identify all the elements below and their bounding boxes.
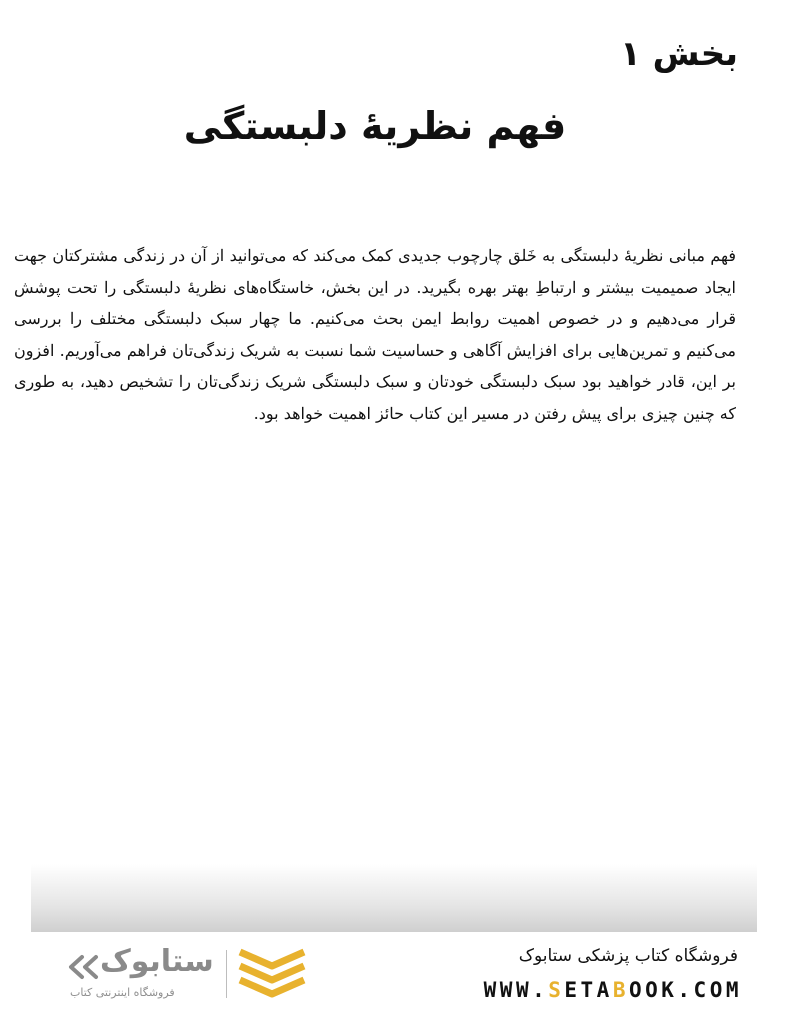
url-part-2: ETA [564,978,613,1002]
double-arrow-icon [66,954,102,980]
chapter-title: فهم نظریهٔ دلبستگی [183,104,567,148]
footer-shadow [31,864,757,932]
url-part-3: OOK.COM [628,978,742,1002]
book-stack-chevron-icon [236,946,308,1004]
url-part-1: WWW. [483,978,549,1002]
setabook-logo [64,942,310,1008]
body-paragraph: فهم مبانی نظریهٔ دلبستگی به خَلق چارچوب جدیدی کمک می‌کند که می‌توانید از آن در زندگی مشترکتان جهت ایجاد صمیمیت بیشتر و ارتباطِ بهتر بهره بگیرید. در این بخش، خاستگاه‌های نظریهٔ دلبستگی را تحت پوشش قرار می‌دهیم و در خصوص اهمیت روابط ایمن بحث می‌کنیم. ما چهار سبک دلبستگی مختلف را بررسی می‌کنیم و تمرین‌هایی برای افزایش آگاهی و حساسیت شما نسبت به شریک زندگی‌تان فراهم می‌آوریم. افزون بر این، قادر خواهید بود سبک دلبستگی خودتان و سبک دلبستگی شریک زندگی‌تان را تشخیص دهید، به طوری که چنین چیزی برای پیش رفتن در مسیر این کتاب حائز اهمیت خواهد بود. [14,246,737,423]
url-accent-1: S [548,978,565,1002]
url-accent-2: B [612,978,629,1002]
logo-wordmark: ستابوک [100,944,214,979]
logo-divider [226,950,227,998]
publisher-footer [0,932,788,1012]
store-name: فروشگاه کتاب پزشکی ستابوک [518,946,738,966]
chapter-label: بخش ۱ [620,34,738,74]
store-url[interactable] [484,978,742,1002]
logo-tagline: فروشگاه اینترنتی کتاب [70,986,175,999]
